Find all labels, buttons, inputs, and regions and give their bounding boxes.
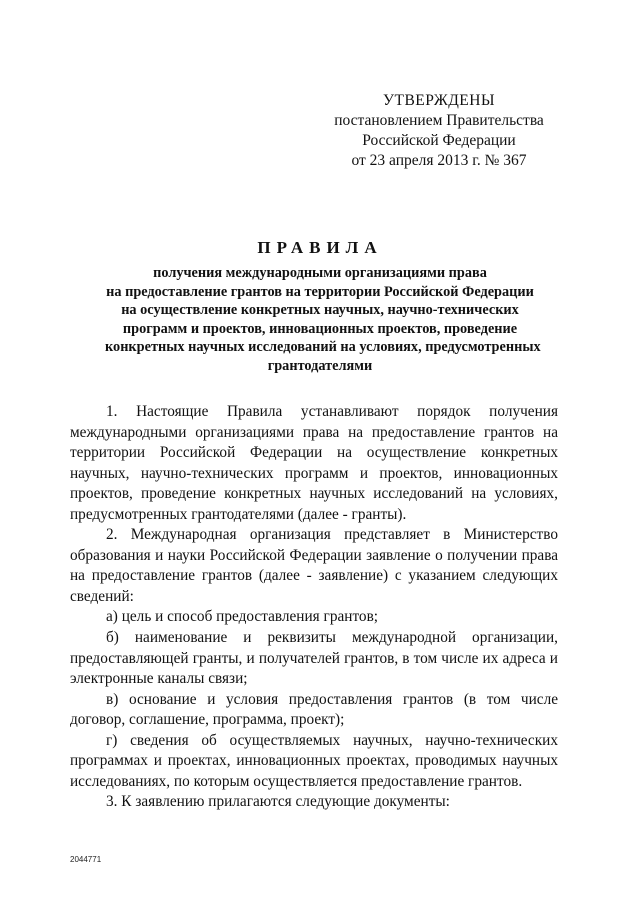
- document-subtitle: [105, 264, 541, 376]
- paragraph-line: на предоставление грантов (далее - заявление) с указанием следующих: [70, 567, 558, 585]
- document-number: 2044771: [70, 855, 102, 864]
- paragraph-line: сведений:: [70, 587, 134, 605]
- subtitle-line: программ и проектов, инновационных проектов, проведение: [122, 320, 518, 337]
- paragraph-line: б) наименование и реквизиты международной организации,: [106, 629, 558, 647]
- subtitle-line: на предоставление грантов на территории Российской Федерации: [106, 283, 534, 300]
- document-body: [70, 402, 558, 813]
- subtitle-line: конкретных научных исследований на условиях, предусмотренных: [105, 339, 541, 356]
- approval-stamp: [330, 91, 548, 171]
- paragraph-line: исследованиях, по которым осуществляется предоставление грантов.: [70, 772, 523, 790]
- paragraph-line: в) основание и условия предоставления грантов (в том числе: [106, 690, 558, 708]
- approval-line: Российской Федерации: [362, 132, 516, 149]
- paragraph: [70, 525, 558, 607]
- paragraph-line: предусмотренных грантодателями (далее - гранты).: [70, 505, 407, 523]
- paragraph-line: программах и проектах, инновационных проектах, проводимых научных: [70, 752, 558, 770]
- paragraph: [70, 731, 558, 793]
- paragraph-line: г) сведения об осуществляемых научных, научно-технических: [106, 731, 558, 749]
- subtitle-line: на осуществление конкретных научных, научно-технических: [121, 302, 519, 319]
- approval-title: УТВЕРЖДЕНЫ: [383, 92, 495, 109]
- paragraph: [70, 792, 558, 813]
- paragraph-line: договор, соглашение, программа, проект);: [70, 711, 345, 729]
- paragraph-line: международными организациями права на предоставление грантов на: [70, 423, 558, 441]
- paragraph: [70, 402, 558, 525]
- paragraph-line: проектов, проведение конкретных научных исследований на условиях,: [70, 485, 558, 503]
- subtitle-line: получения международными организациями права: [153, 265, 487, 281]
- paragraph: [70, 628, 558, 690]
- subtitle-line: грантодателями: [267, 357, 373, 374]
- paragraph-line: научных, научно-технических программ и проектов, инновационных: [70, 464, 558, 482]
- document-title: ПРАВИЛА: [257, 238, 383, 257]
- paragraph-line: предоставляющей гранты, и получателей грантов, в том числе их адреса и: [70, 649, 558, 667]
- paragraph-line: 3. К заявлению прилагаются следующие документы:: [106, 793, 450, 811]
- approval-line: от 23 апреля 2013 г. № 367: [351, 152, 527, 169]
- paragraph-line: электронные каналы связи;: [70, 670, 248, 688]
- approval-line: постановлением Правительства: [334, 112, 544, 129]
- paragraph-line: образования и науки Российской Федерации заявление о получении права: [70, 546, 558, 564]
- paragraph-line: 1. Настоящие Правила устанавливают порядок получения: [106, 403, 558, 420]
- paragraph-line: территории Российской Федерации на осуществление конкретных: [70, 444, 558, 462]
- paragraph: [70, 607, 558, 628]
- paragraph: [70, 690, 558, 731]
- paragraph-line: 2. Международная организация представляет в Министерство: [106, 526, 558, 544]
- paragraph-line: а) цель и способ предоставления грантов;: [106, 608, 379, 626]
